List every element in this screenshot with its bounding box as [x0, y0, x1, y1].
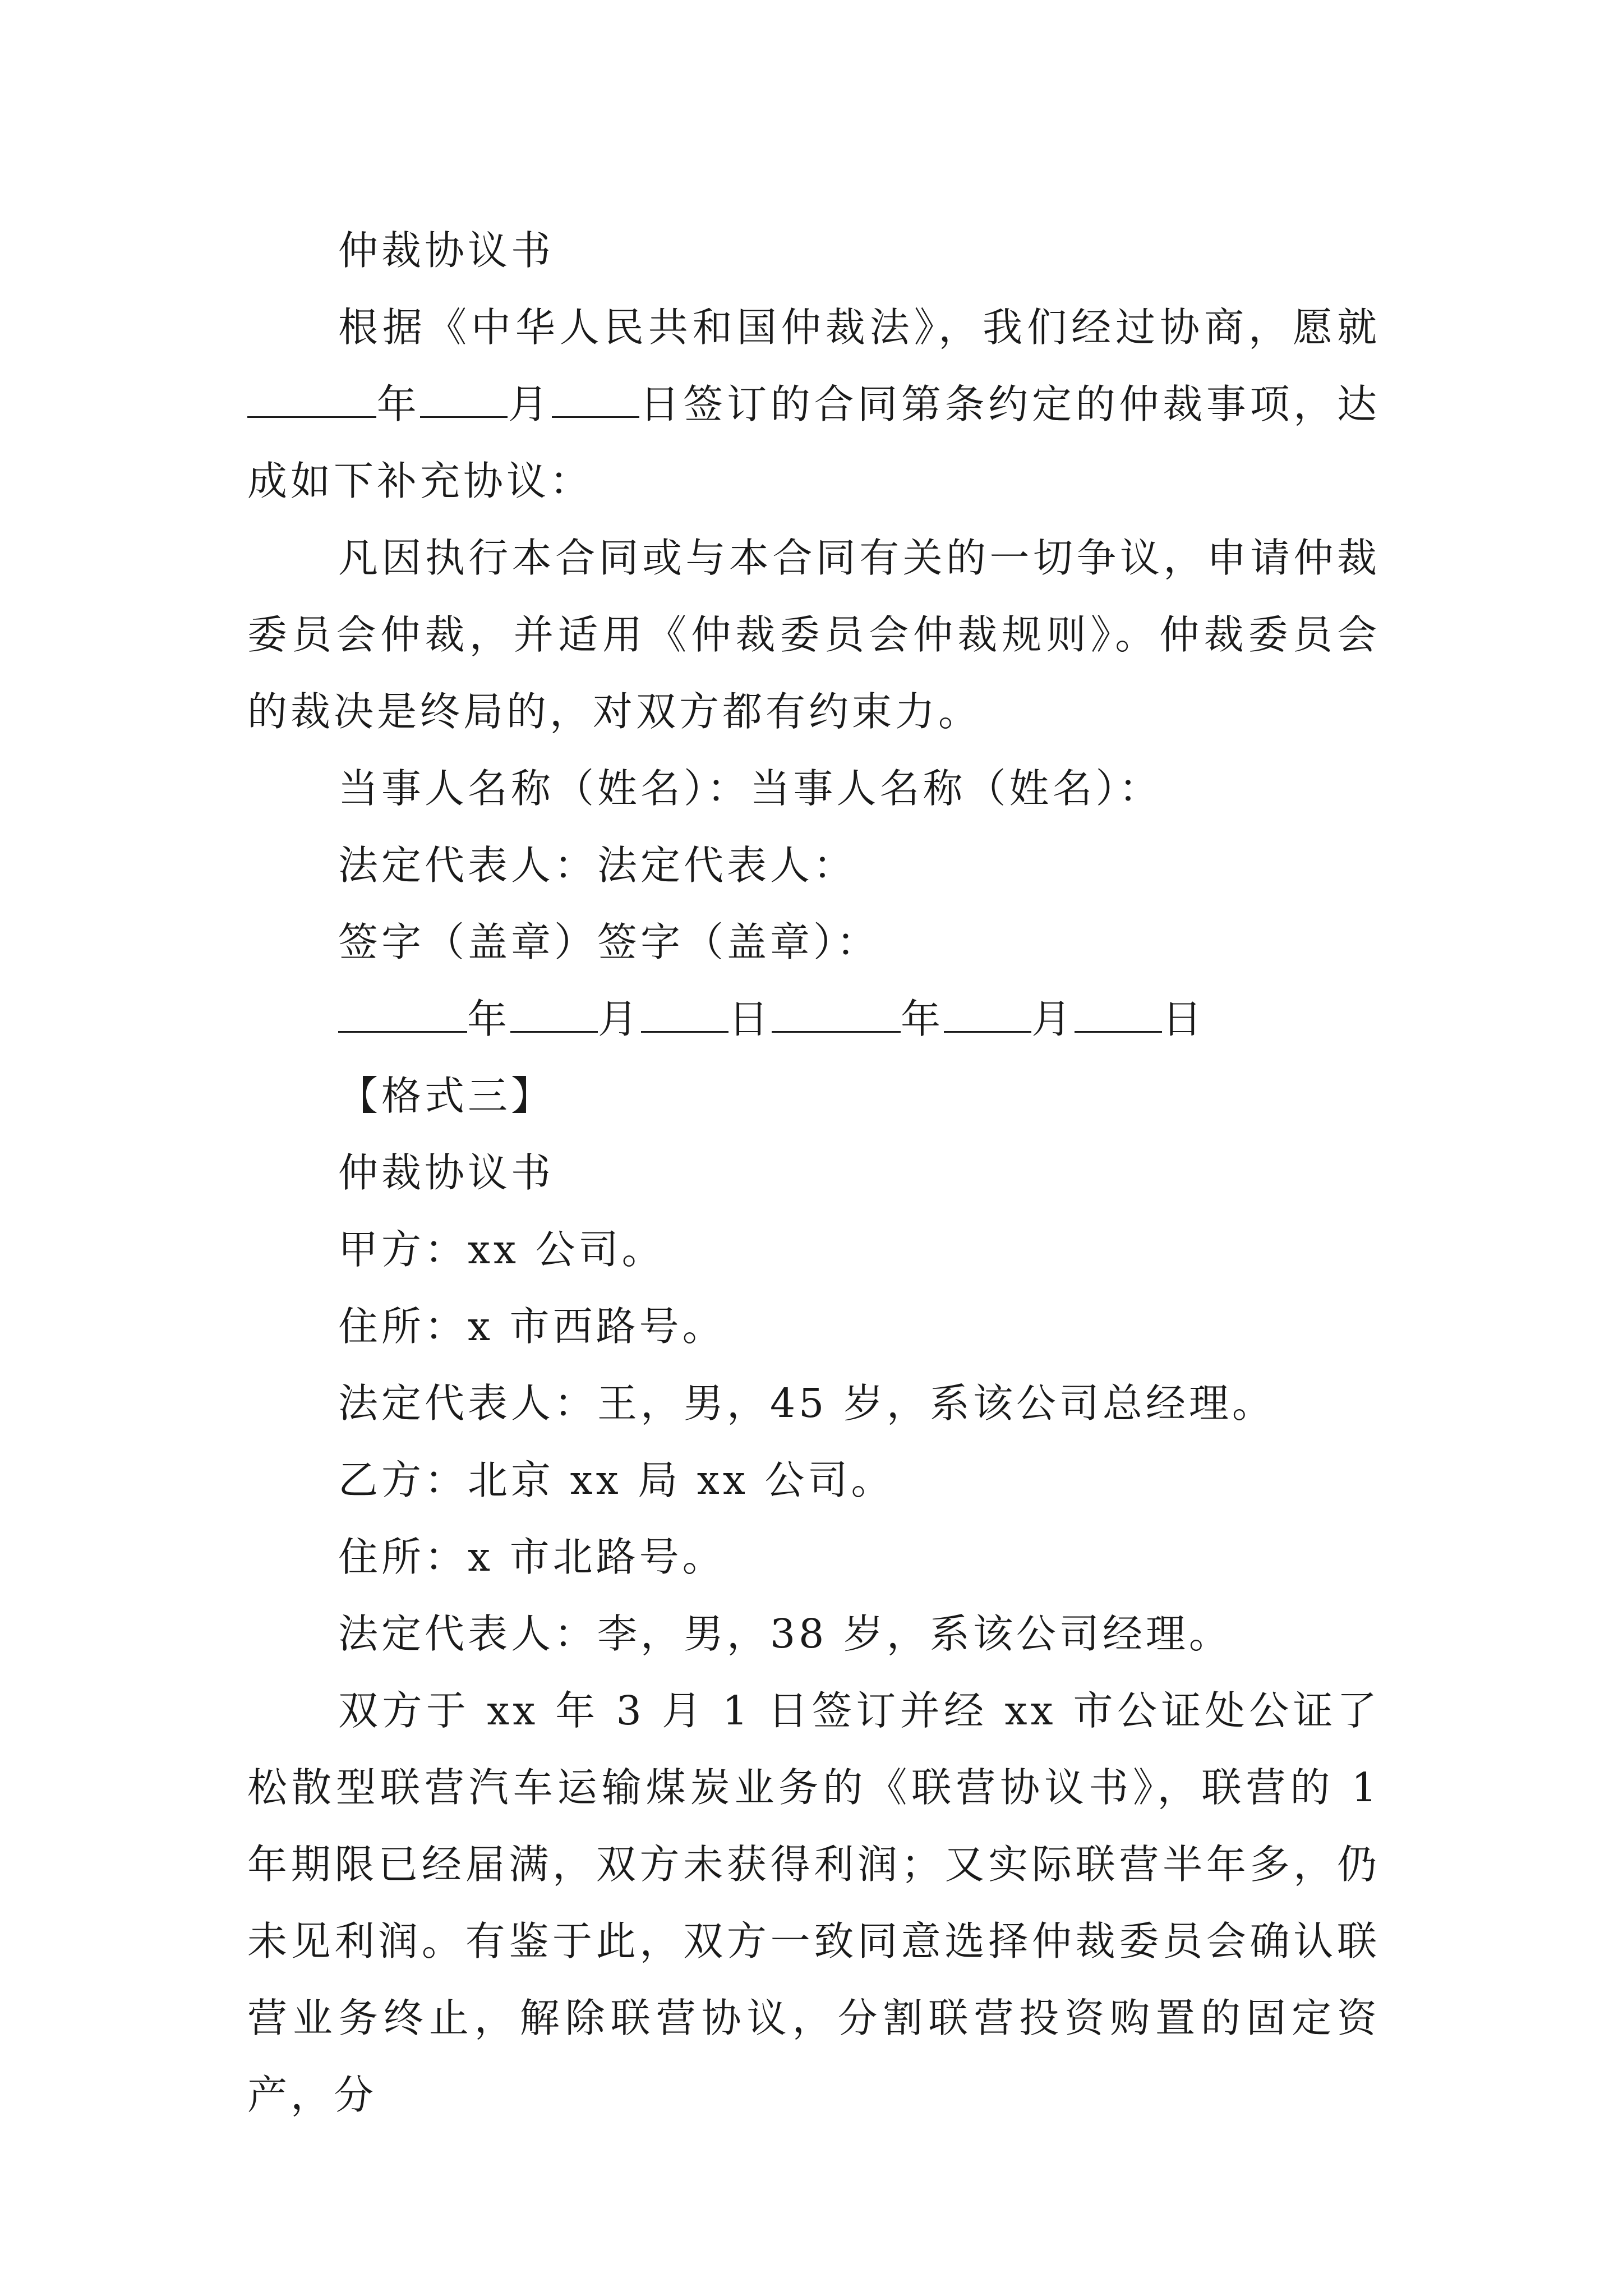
- section2-intro: [247, 289, 1380, 519]
- year-blank: [247, 381, 376, 418]
- month-blank: [420, 381, 508, 418]
- party-names-line: 当事人名称（姓名）：当事人名称（姓名）：: [338, 765, 1163, 812]
- date-day-2: 日: [1162, 996, 1206, 1042]
- date-month-blank-1: [510, 996, 598, 1033]
- date-day-blank-1: [641, 996, 728, 1033]
- date-line: [247, 981, 1380, 1057]
- year-label: 年: [376, 381, 421, 427]
- legal-reps-line: 法定代表人：法定代表人：: [338, 842, 857, 889]
- month-label: 月: [508, 381, 552, 427]
- body-paragraph: 双方于 xx 年 3 月 1 日签订并经 xx 市公证处公证了松散型联营汽车运输煤炭业务的《联营协议书》，联营的 1 年期限已经届满，双方未获得利润；又实际联营半年多，仍未见利润。有鉴于此，双方一致同意选择仲裁委员会确认联营业务终止，解除联营协议，分割联营投资购置的固定资产，分: [247, 1687, 1380, 2118]
- date-day-blank-2: [1075, 996, 1162, 1033]
- intro-start-text: 根据《中华人民共和国仲裁法》，我们经过协商，愿就: [338, 304, 1380, 351]
- date-year-1: 年: [467, 996, 511, 1042]
- party-a-address: 住所：x 市西路号。: [338, 1303, 726, 1350]
- date-month-2: 月: [1031, 996, 1075, 1042]
- format3-heading: 【格式三】: [338, 1073, 555, 1119]
- document-body: [247, 212, 1380, 2133]
- party-b-rep: 法定代表人：李，男，38 岁，系该公司经理。: [338, 1611, 1232, 1657]
- party-a-rep: 法定代表人：王，男，45 岁，系该公司总经理。: [338, 1380, 1275, 1427]
- party-b-address: 住所：x 市北路号。: [338, 1534, 726, 1580]
- day-blank: [552, 381, 639, 418]
- signature-line: 签字（盖章）签字（盖章）：: [338, 919, 880, 965]
- section3-title: 仲裁协议书: [338, 1149, 555, 1196]
- date-year-blank-1: [338, 996, 467, 1033]
- section2-title: 仲裁协议书: [338, 227, 555, 274]
- date-year-blank-2: [772, 996, 901, 1033]
- date-year-2: 年: [901, 996, 944, 1042]
- date-month-1: 月: [598, 996, 642, 1042]
- arbitration-clause: 凡因执行本合同或与本合同有关的一切争议，申请仲裁委员会仲裁，并适用《仲裁委员会仲裁规则》。仲裁委员会的裁决是终局的，对双方都有约束力。: [247, 535, 1380, 735]
- intro-end-text: 日签订的合同第条约定的仲裁事项，达成如下补充协议：: [247, 381, 1380, 504]
- date-day-1: 日: [728, 996, 772, 1042]
- party-a: 甲方：xx 公司。: [338, 1226, 665, 1273]
- date-month-blank-2: [944, 996, 1031, 1033]
- party-b: 乙方：北京 xx 局 xx 公司。: [338, 1457, 895, 1503]
